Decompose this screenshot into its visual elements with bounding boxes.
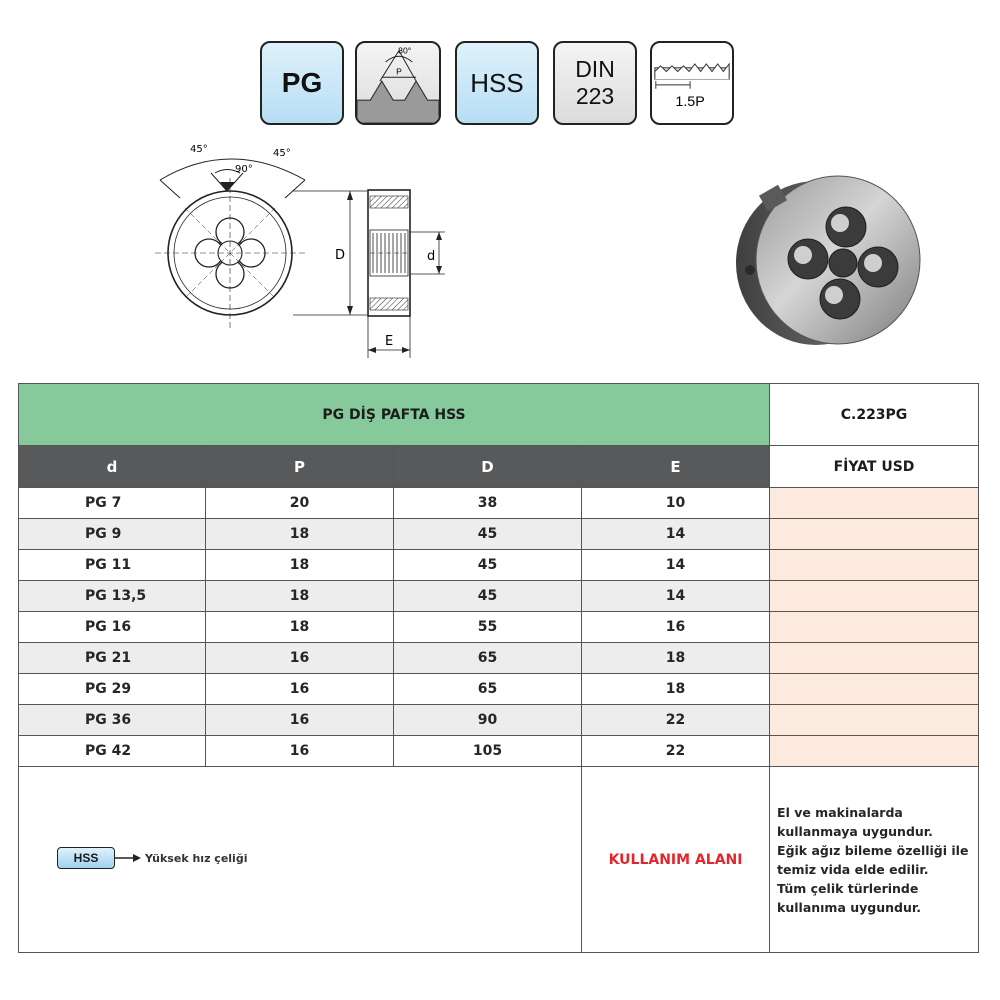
thread-angle-icon xyxy=(355,41,441,125)
cell-D: 105 xyxy=(394,736,582,767)
angle-value: 80° xyxy=(398,45,412,56)
cell-p: 18 xyxy=(206,550,394,581)
cell-price xyxy=(770,581,979,612)
dimension-d-label: d xyxy=(427,249,436,264)
hss-badge-label: HSS xyxy=(470,67,524,98)
cell-e: 10 xyxy=(582,488,770,519)
legend-hss-badge: HSS xyxy=(57,847,115,869)
cell-d: PG 9 xyxy=(19,519,206,550)
cell-p: 18 xyxy=(206,581,394,612)
cell-p: 20 xyxy=(206,488,394,519)
din-badge xyxy=(553,41,637,125)
pg-badge-label: PG xyxy=(281,67,323,98)
cell-e: 18 xyxy=(582,643,770,674)
table-row xyxy=(19,488,979,519)
table-title: PG DİŞ PAFTA HSS xyxy=(19,384,770,446)
cell-price xyxy=(770,488,979,519)
din-badge-line2: 223 xyxy=(575,83,615,109)
cell-p: 16 xyxy=(206,736,394,767)
cell-D: 55 xyxy=(394,612,582,643)
arrow-right-icon xyxy=(115,853,141,863)
table-row xyxy=(19,705,979,736)
cell-price xyxy=(770,705,979,736)
pg-die-spec-table xyxy=(18,383,979,953)
cell-D: 45 xyxy=(394,550,582,581)
cell-d: PG 13,5 xyxy=(19,581,206,612)
header-E: E xyxy=(582,446,770,488)
cell-D: 90 xyxy=(394,705,582,736)
product-code: C.223PG xyxy=(770,384,979,446)
table-row xyxy=(19,643,979,674)
cell-price xyxy=(770,519,979,550)
pitch-label: 1.5P xyxy=(675,93,705,110)
cell-e: 22 xyxy=(582,705,770,736)
usage-label: KULLANIM ALANI xyxy=(582,767,770,953)
cell-e: 14 xyxy=(582,519,770,550)
usage-description xyxy=(770,767,979,953)
cell-e: 14 xyxy=(582,581,770,612)
cell-D: 65 xyxy=(394,674,582,705)
description-line: Eğik ağız bileme özelliği ile xyxy=(777,842,969,858)
header-P: P xyxy=(206,446,394,488)
cell-e: 22 xyxy=(582,736,770,767)
header-D: D xyxy=(394,446,582,488)
header-price: FİYAT USD xyxy=(770,446,979,488)
cell-D: 65 xyxy=(394,643,582,674)
cell-d: PG 29 xyxy=(19,674,206,705)
table-row xyxy=(19,736,979,767)
angle-top-label: 90° xyxy=(235,164,253,175)
table-row xyxy=(19,612,979,643)
cell-price xyxy=(770,674,979,705)
table-row xyxy=(19,550,979,581)
hss-badge xyxy=(455,41,539,125)
cell-p: 16 xyxy=(206,674,394,705)
table-row xyxy=(19,519,979,550)
hss-legend xyxy=(57,847,247,869)
cell-p: 16 xyxy=(206,705,394,736)
cell-d: PG 16 xyxy=(19,612,206,643)
cell-e: 18 xyxy=(582,674,770,705)
pitch-badge xyxy=(650,41,734,125)
legend-text: Yüksek hız çeliği xyxy=(145,851,248,865)
cell-p: 16 xyxy=(206,643,394,674)
cell-D: 38 xyxy=(394,488,582,519)
table-row xyxy=(19,581,979,612)
cell-d: PG 7 xyxy=(19,488,206,519)
cell-D: 45 xyxy=(394,519,582,550)
description-line: El ve makinalarda xyxy=(777,804,903,820)
cell-e: 14 xyxy=(582,550,770,581)
angle-right-label: 45° xyxy=(273,148,291,159)
cell-price xyxy=(770,643,979,674)
dimension-D-label: D xyxy=(335,248,346,263)
cell-p: 18 xyxy=(206,612,394,643)
dimension-E-label: E xyxy=(385,334,394,349)
table-row xyxy=(19,674,979,705)
cell-d: PG 21 xyxy=(19,643,206,674)
cell-price xyxy=(770,612,979,643)
description-line: temiz vida elde edilir. xyxy=(777,861,929,877)
cell-e: 16 xyxy=(582,612,770,643)
chamfer-thread-icon xyxy=(652,41,732,125)
cell-price xyxy=(770,550,979,581)
angle-pitch: P xyxy=(396,66,402,77)
header-d: d xyxy=(19,446,206,488)
cell-d: PG 36 xyxy=(19,705,206,736)
pg-badge xyxy=(260,41,344,125)
description-line: kullanıma uygundur. xyxy=(777,899,922,915)
cell-p: 18 xyxy=(206,519,394,550)
angle-left-label: 45° xyxy=(190,144,208,155)
description-line: Tüm çelik türlerinde xyxy=(777,880,919,896)
cell-d: PG 11 xyxy=(19,550,206,581)
cell-price xyxy=(770,736,979,767)
thread-profile-icon xyxy=(357,41,439,125)
legend-cell xyxy=(19,767,582,953)
die-technical-drawing xyxy=(145,138,445,360)
din-badge-line1: DIN xyxy=(575,56,615,82)
round-die-photo xyxy=(728,165,933,355)
cell-d: PG 42 xyxy=(19,736,206,767)
cell-D: 45 xyxy=(394,581,582,612)
description-line: kullanmaya uygundur. xyxy=(777,823,933,839)
